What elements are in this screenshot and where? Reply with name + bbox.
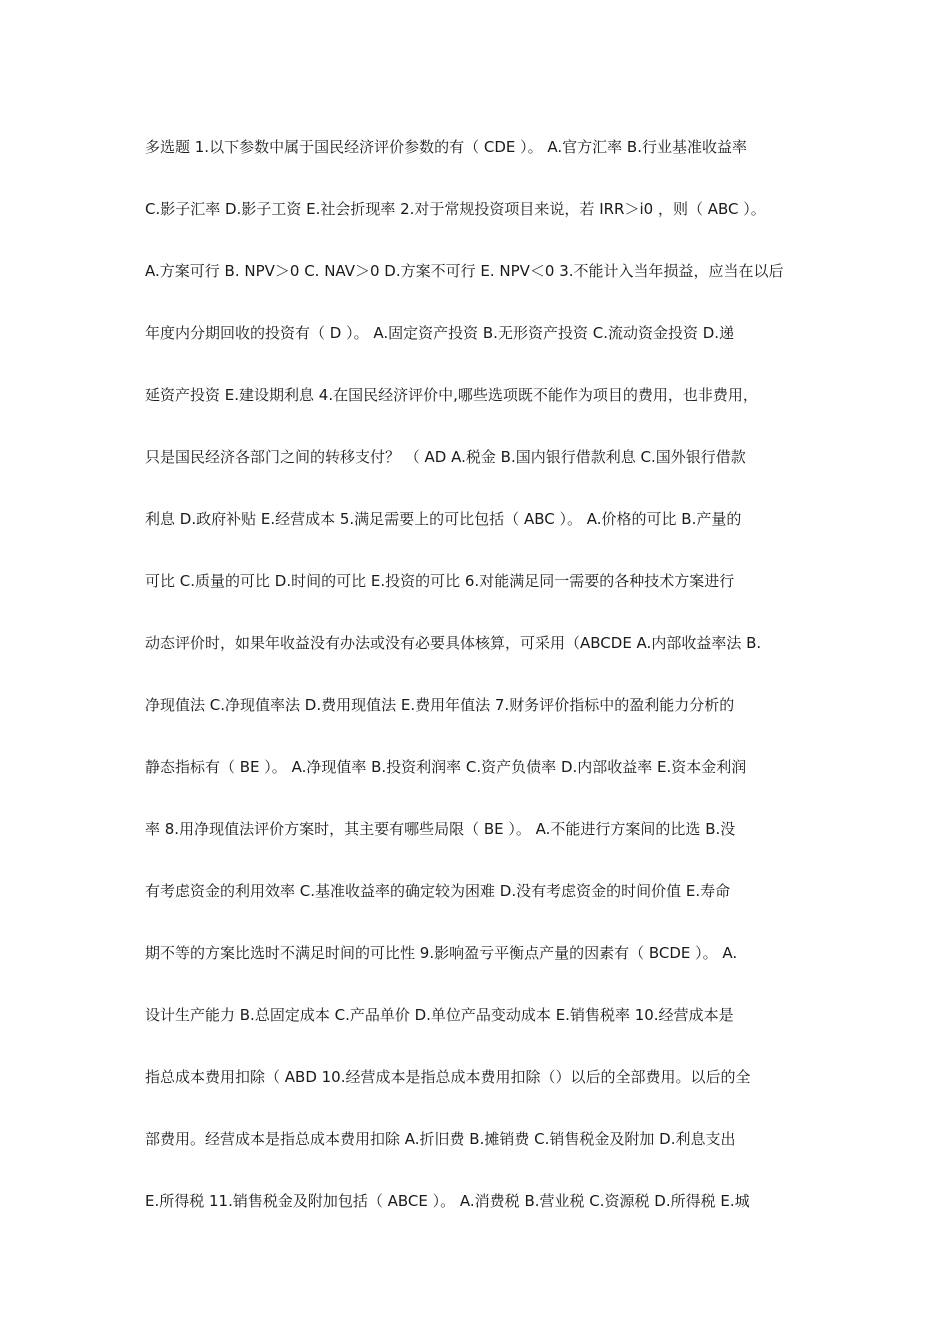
text-line: 利息 D.政府补贴 E.经营成本 5.满足需要上的可比包括（ ABC ）。 A.价格的可比 B.产量的 bbox=[145, 510, 742, 528]
text-line: 率 8.用净现值法评价方案时，其主要有哪些局限（ BE ）。 A.不能进行方案间的比选 B.没 bbox=[145, 820, 736, 838]
text-line: 静态指标有（ BE ）。 A.净现值率 B.投资利润率 C.资产负债率 D.内部收益率 E.资本金利润 bbox=[145, 758, 747, 776]
question-text-block bbox=[145, 128, 813, 1244]
text-line: 期不等的方案比选时不满足时间的可比性 9.影响盈亏平衡点产量的因素有（ BCDE ）。 A. bbox=[145, 944, 738, 962]
text-line: 年度内分期回收的投资有（ D ）。 A.固定资产投资 B.无形资产投资 C.流动资金投资 D.递 bbox=[145, 324, 735, 342]
text-line: 净现值法 C.净现值率法 D.费用现值法 E.费用年值法 7.财务评价指标中的盈利能力分析的 bbox=[145, 696, 735, 714]
text-line: 只是国民经济各部门之间的转移支付？ （ AD A.税金 B.国内银行借款利息 C.国外银行借款 bbox=[145, 448, 746, 466]
text-line: 动态评价时，如果年收益没有办法或没有必要具体核算，可采用（ABCDE A.内部收益率法 B. bbox=[145, 634, 762, 652]
text-line: 可比 C.质量的可比 D.时间的可比 E.投资的可比 6.对能满足同一需要的各种技术方案进行 bbox=[145, 572, 735, 590]
text-line: A.方案可行 B. NPV＞0 C. NAV＞0 D.方案不可行 E. NPV＜0 3.不能计入当年损益，应当在以后 bbox=[145, 262, 784, 280]
text-line: 部费用。经营成本是指总成本费用扣除 A.折旧费 B.摊销费 C.销售税金及附加 D.利息支出 bbox=[145, 1130, 736, 1148]
text-line: 设计生产能力 B.总固定成本 C.产品单价 D.单位产品变动成本 E.销售税率 10.经营成本是 bbox=[145, 1006, 734, 1024]
text-line: 延资产投资 E.建设期利息 4.在国民经济评价中,哪些选项既不能作为项目的费用，也非费用， bbox=[145, 386, 758, 404]
text-line: 指总成本费用扣除（ ABD 10.经营成本是指总成本费用扣除（）以后的全部费用。以后的全 bbox=[145, 1068, 751, 1086]
text-line: 多选题 1.以下参数中属于国民经济评价参数的有（ CDE ）。 A.官方汇率 B.行业基准收益率 bbox=[145, 138, 747, 156]
text-line: E.所得税 11.销售税金及附加包括（ ABCE ）。 A.消费税 B.营业税 C.资源税 D.所得税 E.城 bbox=[145, 1192, 750, 1210]
text-line: C.影子汇率 D.影子工资 E.社会折现率 2.对于常规投资项目来说，若 IRR＞i0 ，则（ ABC ）。 bbox=[145, 200, 766, 218]
text-line: 有考虑资金的利用效率 C.基准收益率的确定较为困难 D.没有考虑资金的时间价值 E.寿命 bbox=[145, 882, 731, 900]
